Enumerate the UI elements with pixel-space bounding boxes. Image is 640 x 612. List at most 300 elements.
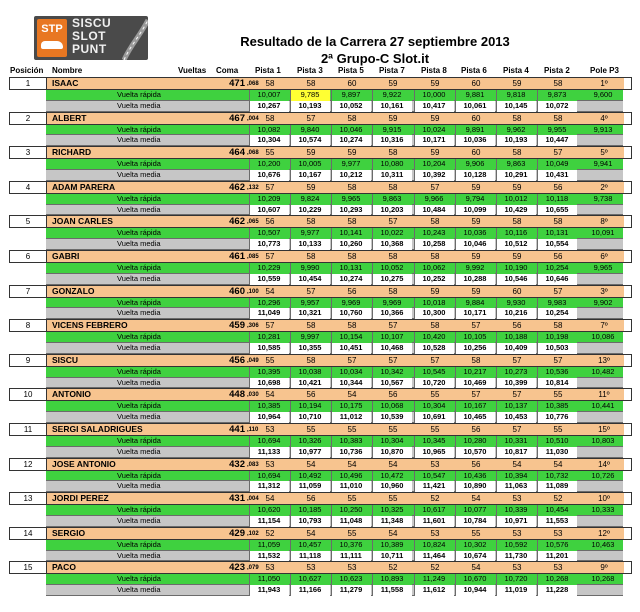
track-laps-cell: 58 <box>265 79 275 88</box>
position-cell: 12 <box>10 459 47 470</box>
avg-lap-value: 11,049 <box>257 308 281 318</box>
avg-lap-value: 11,010 <box>339 481 363 491</box>
fast-lap-value: 10,545 <box>422 366 446 376</box>
track-laps-cell: 54 <box>265 286 275 296</box>
avg-lap-row <box>9 239 632 250</box>
track-laps-cell: 56 <box>388 390 398 400</box>
avg-lap-label: Vuelta media <box>117 308 161 318</box>
track-laps-cell: 55 <box>430 424 440 434</box>
fast-lap-value: 10,217 <box>463 366 487 376</box>
avg-lap-value: 10,291 <box>504 169 528 179</box>
track-laps-cell: 57 <box>265 182 275 192</box>
fast-lap-value: 10,273 <box>504 366 528 376</box>
track-laps-cell: 57 <box>388 217 398 227</box>
avg-lap-value: 10,304 <box>257 135 281 145</box>
fast-lap-value: 9,922 <box>382 90 402 99</box>
pole-fast-lap-value: 10,463 <box>591 539 615 549</box>
logo-line-2: SLOT <box>72 29 106 43</box>
driver-name: ISAAC <box>52 78 79 88</box>
avg-lap-value: 10,171 <box>463 308 487 318</box>
track-laps-cell: 53 <box>306 563 316 573</box>
position-cell: 2 <box>10 113 47 124</box>
pole-position-cell: 12º <box>598 528 610 538</box>
track-laps-cell: 58 <box>347 113 357 123</box>
track-laps-cell: 54 <box>471 494 481 504</box>
avg-lap-row <box>9 170 632 181</box>
track-laps-cell: 58 <box>306 79 316 88</box>
position-cell: 11 <box>10 424 47 435</box>
fast-lap-label: Vuelta rápida <box>117 228 161 238</box>
driver-name: JOSE ANTONIO <box>52 458 116 469</box>
driver-row <box>9 285 632 298</box>
track-laps-cell: 56 <box>471 459 481 469</box>
lap-fraction: ,132 <box>247 184 259 191</box>
avg-lap-label: Vuelta media <box>117 100 161 110</box>
total-laps: 461 <box>229 250 245 262</box>
avg-lap-value: 11,464 <box>422 550 446 560</box>
fast-lap-row <box>9 505 632 516</box>
track-laps-cell: 58 <box>388 286 398 296</box>
fast-lap-value: 9,955 <box>547 124 567 134</box>
fast-lap-value: 10,068 <box>380 401 404 411</box>
pole-fast-lap-value: 9,738 <box>593 193 613 203</box>
fast-lap-value: 9,906 <box>465 159 485 169</box>
avg-lap-row <box>9 585 632 596</box>
fast-lap-value: 9,962 <box>506 124 526 134</box>
position-cell: 9 <box>10 355 47 366</box>
avg-lap-value: 10,229 <box>298 204 322 214</box>
avg-lap-value: 10,203 <box>380 204 404 214</box>
avg-lap-value: 11,558 <box>380 585 404 595</box>
track-laps-cell: 59 <box>512 251 522 261</box>
track-laps-cell: 59 <box>471 251 481 261</box>
lap-fraction: ,083 <box>247 461 259 468</box>
track-laps-cell: 53 <box>265 424 275 434</box>
total-laps: 460 <box>229 285 245 297</box>
avg-lap-value: 11,421 <box>422 481 446 491</box>
track-laps-cell: 53 <box>265 459 275 469</box>
fast-lap-value: 10,694 <box>257 435 281 445</box>
avg-lap-value: 10,447 <box>545 135 569 145</box>
avg-lap-row <box>9 205 632 216</box>
fast-lap-value: 10,018 <box>422 297 446 307</box>
avg-lap-value: 10,559 <box>257 273 281 283</box>
track-laps-cell: 56 <box>347 286 357 296</box>
result-row-block <box>9 181 632 216</box>
pole-fast-lap-value: 10,441 <box>591 401 615 411</box>
stp-text: STP <box>41 23 63 35</box>
fast-lap-value: 10,137 <box>504 401 528 411</box>
avg-lap-value: 10,465 <box>463 412 487 422</box>
track-laps-cell: 54 <box>388 528 398 538</box>
track-laps-cell: 58 <box>512 113 522 123</box>
track-laps-cell: 58 <box>553 321 563 331</box>
track-laps-cell: 54 <box>471 563 481 573</box>
track-laps-cell: 55 <box>388 424 398 434</box>
lap-fraction: ,065 <box>247 219 259 226</box>
total-laps: 459 <box>229 320 245 332</box>
fast-lap-value: 10,175 <box>339 401 363 411</box>
track-laps-cell: 57 <box>430 355 440 365</box>
pole-fast-lap-value: 10,803 <box>591 435 615 445</box>
track-laps-cell: 58 <box>471 355 481 365</box>
fast-lap-row <box>9 574 632 585</box>
avg-lap-value: 10,046 <box>463 239 487 249</box>
fast-lap-value: 10,198 <box>545 332 569 342</box>
avg-lap-value: 10,316 <box>380 135 404 145</box>
fast-lap-value: 10,007 <box>257 90 281 99</box>
track-laps-cell: 58 <box>388 148 398 158</box>
avg-lap-value: 10,212 <box>339 169 363 179</box>
fast-lap-value: 10,389 <box>380 539 404 549</box>
fast-lap-value: 10,720 <box>504 574 528 584</box>
total-laps: 432 <box>229 458 245 470</box>
avg-lap-value: 10,161 <box>380 100 404 110</box>
avg-lap-value: 10,454 <box>298 273 322 283</box>
driver-row <box>9 250 632 263</box>
pole-fast-lap-value: 10,268 <box>591 574 615 584</box>
fast-lap-value: 10,302 <box>463 539 487 549</box>
logo-line-1: SISCU <box>72 16 112 30</box>
track-laps-cell: 54 <box>512 459 522 469</box>
fast-lap-value: 10,188 <box>504 332 528 342</box>
fast-lap-value: 9,997 <box>300 332 320 342</box>
lap-fraction: ,068 <box>247 81 259 87</box>
lap-fraction: ,110 <box>247 426 259 433</box>
fast-lap-value: 10,339 <box>504 505 528 515</box>
fast-lap-value: 10,046 <box>339 124 363 134</box>
result-row-block <box>9 458 632 493</box>
track-laps-cell: 53 <box>553 528 563 538</box>
track-laps-cell: 57 <box>306 113 316 123</box>
track-laps-cell: 57 <box>306 286 316 296</box>
fast-lap-row <box>9 263 632 274</box>
fast-lap-label: Vuelta rápida <box>117 401 161 411</box>
driver-row <box>9 423 632 436</box>
avg-lap-row <box>9 135 632 146</box>
total-laps: 423 <box>229 562 245 574</box>
pole-fast-lap-value: 10,482 <box>591 366 615 376</box>
result-row-block <box>9 215 632 250</box>
track-laps-cell: 58 <box>553 113 563 123</box>
fast-lap-value: 10,154 <box>339 332 363 342</box>
avg-lap-value: 10,145 <box>504 100 528 110</box>
avg-lap-value: 11,111 <box>340 550 362 560</box>
avg-lap-value: 10,468 <box>380 342 404 352</box>
avg-lap-value: 10,720 <box>422 377 446 387</box>
track-laps-cell: 56 <box>306 494 316 504</box>
avg-lap-value: 10,674 <box>463 550 487 560</box>
fast-lap-label: Vuelta rápida <box>117 297 161 307</box>
avg-lap-value: 10,814 <box>545 377 569 387</box>
avg-lap-row <box>9 101 632 112</box>
fast-lap-value: 9,897 <box>341 90 361 99</box>
fast-lap-label: Vuelta rápida <box>117 435 161 445</box>
lap-fraction: ,085 <box>247 253 259 260</box>
fast-lap-value: 10,345 <box>422 435 446 445</box>
fast-lap-value: 9,977 <box>341 159 361 169</box>
avg-lap-row <box>9 308 632 319</box>
avg-lap-label: Vuelta media <box>117 169 161 179</box>
avg-lap-label: Vuelta media <box>117 377 161 387</box>
track-laps-cell: 60 <box>512 286 522 296</box>
fast-lap-row <box>9 298 632 309</box>
avg-lap-value: 10,392 <box>422 169 446 179</box>
fast-lap-value: 10,194 <box>298 401 322 411</box>
driver-row <box>9 354 632 367</box>
avg-lap-value: 10,890 <box>463 481 487 491</box>
driver-row <box>9 112 632 125</box>
driver-name: GONZALO <box>52 285 95 296</box>
driver-name: JORDI PEREZ <box>52 493 109 504</box>
avg-lap-value: 10,546 <box>504 273 528 283</box>
pole-fast-lap-value: 9,965 <box>593 262 613 272</box>
avg-lap-value: 10,711 <box>380 550 404 560</box>
driver-name: RICHARD <box>52 147 92 158</box>
avg-lap-value: 10,399 <box>504 377 528 387</box>
fast-lap-value: 10,454 <box>545 505 569 515</box>
pole-fast-lap-value: 9,600 <box>593 90 613 99</box>
header-pista-5: Pista 5 <box>338 66 364 75</box>
avg-lap-value: 10,646 <box>545 273 569 283</box>
track-laps-cell: 55 <box>553 424 563 434</box>
result-row-block <box>9 561 632 596</box>
track-laps-cell: 60 <box>471 113 481 123</box>
track-laps-cell: 53 <box>512 528 522 538</box>
fast-lap-value: 10,617 <box>422 505 446 515</box>
fast-lap-value: 10,077 <box>463 505 487 515</box>
track-laps-cell: 55 <box>265 148 275 158</box>
pole-position-cell: 13º <box>598 355 610 365</box>
avg-lap-value: 10,052 <box>339 100 363 110</box>
fast-lap-value: 10,000 <box>422 90 446 99</box>
avg-lap-row <box>9 481 632 492</box>
avg-lap-label: Vuelta media <box>117 515 161 525</box>
fast-lap-label: Vuelta rápida <box>117 574 161 584</box>
fast-lap-label: Vuelta rápida <box>117 539 161 549</box>
fast-lap-value: 10,694 <box>257 470 281 480</box>
track-laps-cell: 59 <box>512 79 522 88</box>
avg-lap-label: Vuelta media <box>117 342 161 352</box>
avg-lap-value: 10,061 <box>463 100 487 110</box>
track-laps-cell: 55 <box>388 494 398 504</box>
pole-position-cell: 15º <box>598 424 610 434</box>
driver-row <box>9 492 632 505</box>
avg-lap-value: 10,368 <box>380 239 404 249</box>
total-laps: 448 <box>229 389 245 401</box>
avg-lap-value: 10,965 <box>422 446 446 456</box>
fast-lap-value: 10,243 <box>422 228 446 238</box>
avg-lap-value: 10,736 <box>339 446 363 456</box>
avg-lap-value: 11,059 <box>298 481 322 491</box>
avg-lap-row <box>9 447 632 458</box>
total-laps: 456 <box>229 354 245 366</box>
driver-row <box>9 319 632 332</box>
track-laps-cell: 58 <box>388 182 398 192</box>
header-coma: Coma <box>216 66 239 75</box>
fast-lap-value: 9,957 <box>300 297 320 307</box>
fast-lap-row <box>9 194 632 205</box>
driver-name: JOAN CARLES <box>52 216 113 227</box>
fast-lap-value: 11,249 <box>422 574 446 584</box>
avg-lap-value: 10,344 <box>339 377 363 387</box>
driver-name: ADAM PARERA <box>52 181 116 192</box>
fast-lap-label: Vuelta rápida <box>117 470 161 480</box>
fast-lap-value: 10,116 <box>504 228 528 238</box>
track-laps-cell: 59 <box>471 217 481 227</box>
lap-fraction: ,004 <box>247 115 259 122</box>
fast-lap-value: 10,627 <box>298 574 322 584</box>
car-icon <box>41 41 63 49</box>
fast-lap-value: 10,394 <box>504 470 528 480</box>
avg-lap-value: 10,484 <box>422 204 446 214</box>
road-icon <box>122 16 148 60</box>
track-laps-cell: 59 <box>430 148 440 158</box>
avg-lap-value: 10,133 <box>298 239 322 249</box>
fast-lap-value: 10,893 <box>380 574 404 584</box>
avg-lap-label: Vuelta media <box>117 239 161 249</box>
avg-lap-label: Vuelta media <box>117 135 161 145</box>
track-laps-cell: 59 <box>388 79 398 88</box>
avg-lap-value: 10,431 <box>545 169 569 179</box>
avg-lap-value: 10,167 <box>298 169 322 179</box>
page-subtitle: 2ª Grupo-C Slot.it <box>320 51 430 66</box>
avg-lap-value: 11,166 <box>298 585 322 595</box>
track-laps-cell: 58 <box>430 217 440 227</box>
track-laps-cell: 58 <box>306 321 316 331</box>
total-laps: 462 <box>229 216 245 228</box>
driver-row <box>9 561 632 574</box>
track-laps-cell: 54 <box>388 459 398 469</box>
fast-lap-value: 10,131 <box>545 228 569 238</box>
fast-lap-value: 10,229 <box>257 262 281 272</box>
fast-lap-value: 10,131 <box>339 262 363 272</box>
fast-lap-value: 10,185 <box>298 505 322 515</box>
fast-lap-value: 10,209 <box>257 193 281 203</box>
track-laps-cell: 56 <box>553 182 563 192</box>
track-laps-cell: 58 <box>388 251 398 261</box>
avg-lap-value: 10,503 <box>545 342 569 352</box>
avg-lap-value: 10,698 <box>257 377 281 387</box>
track-laps-cell: 58 <box>347 321 357 331</box>
result-row-block <box>9 250 632 285</box>
position-cell: 15 <box>10 562 47 573</box>
fast-lap-value: 10,383 <box>339 435 363 445</box>
page-header <box>0 0 640 68</box>
position-cell: 5 <box>10 216 47 227</box>
track-laps-cell: 58 <box>512 217 522 227</box>
driver-name: SISCU <box>52 354 78 365</box>
pole-fast-lap-value: 10,726 <box>591 470 615 480</box>
header-pista-3: Pista 3 <box>297 66 323 75</box>
track-laps-cell: 52 <box>553 494 563 504</box>
avg-lap-value: 11,228 <box>545 585 569 595</box>
avg-lap-value: 10,567 <box>380 377 404 387</box>
result-row-block <box>9 319 632 354</box>
total-laps: 462 <box>229 181 245 193</box>
fast-lap-value: 10,304 <box>380 435 404 445</box>
driver-row <box>9 527 632 540</box>
avg-lap-value: 11,089 <box>545 481 569 491</box>
avg-lap-value: 11,133 <box>257 446 281 456</box>
fast-lap-value: 10,024 <box>422 124 446 134</box>
fast-lap-value: 10,385 <box>545 401 569 411</box>
total-laps: 467 <box>229 112 245 124</box>
fast-lap-value: 10,080 <box>380 159 404 169</box>
track-laps-cell: 56 <box>265 217 275 227</box>
fast-lap-value: 10,547 <box>422 470 446 480</box>
avg-lap-value: 10,193 <box>298 100 322 110</box>
fast-lap-value: 10,510 <box>545 435 569 445</box>
fast-lap-value: 10,492 <box>298 470 322 480</box>
fast-lap-value: 9,966 <box>424 193 444 203</box>
track-laps-cell: 57 <box>553 148 563 158</box>
avg-lap-value: 10,793 <box>298 515 322 525</box>
position-cell: 8 <box>10 320 47 331</box>
total-laps: 471 <box>229 78 245 89</box>
track-laps-cell: 55 <box>306 424 316 434</box>
avg-lap-value: 10,252 <box>422 273 446 283</box>
avg-lap-value: 10,554 <box>545 239 569 249</box>
header-posicion: Posición <box>10 66 44 75</box>
fast-lap-row <box>9 159 632 170</box>
fast-lap-value: 9,863 <box>382 193 402 203</box>
avg-lap-value: 10,429 <box>504 204 528 214</box>
avg-lap-value: 10,570 <box>463 446 487 456</box>
track-laps-cell: 59 <box>347 148 357 158</box>
avg-lap-value: 10,944 <box>463 585 487 595</box>
fast-lap-value: 10,200 <box>257 159 281 169</box>
driver-row <box>9 215 632 228</box>
avg-lap-value: 10,971 <box>504 515 528 525</box>
avg-lap-value: 10,274 <box>339 135 363 145</box>
fast-lap-value: 10,107 <box>380 332 404 342</box>
fast-lap-value: 9,824 <box>300 193 320 203</box>
track-laps-cell: 58 <box>306 355 316 365</box>
track-laps-cell: 58 <box>265 113 275 123</box>
fast-lap-value: 10,038 <box>298 366 322 376</box>
driver-name: GABRI <box>52 250 80 261</box>
header-pole-p3: Pole P3 <box>590 66 619 75</box>
avg-lap-value: 10,451 <box>339 342 363 352</box>
lap-fraction: ,100 <box>247 288 259 295</box>
pole-fast-lap-value: 10,086 <box>591 332 615 342</box>
track-laps-cell: 58 <box>430 251 440 261</box>
result-row-block <box>9 354 632 389</box>
fast-lap-row <box>9 125 632 136</box>
avg-lap-value: 10,691 <box>422 412 446 422</box>
driver-name: PACO <box>52 562 76 573</box>
track-laps-cell: 57 <box>512 355 522 365</box>
avg-lap-value: 11,012 <box>339 412 363 422</box>
track-laps-cell: 59 <box>306 148 316 158</box>
track-laps-cell: 59 <box>512 182 522 192</box>
header-pista-7: Pista 7 <box>379 66 405 75</box>
fast-lap-label: Vuelta rápida <box>117 90 161 99</box>
avg-lap-value: 10,267 <box>257 100 281 110</box>
driver-name: SERGIO <box>52 527 86 538</box>
fast-lap-value: 10,296 <box>257 297 281 307</box>
track-laps-cell: 52 <box>430 494 440 504</box>
fast-lap-value: 9,785 <box>300 90 320 99</box>
pole-position-cell: 7º <box>600 321 608 331</box>
fast-lap-value: 10,204 <box>422 159 446 169</box>
avg-lap-value: 10,099 <box>463 204 487 214</box>
avg-lap-value: 11,030 <box>545 446 569 456</box>
track-laps-cell: 55 <box>471 528 481 538</box>
fast-lap-value: 10,062 <box>422 262 446 272</box>
avg-lap-row <box>9 343 632 354</box>
